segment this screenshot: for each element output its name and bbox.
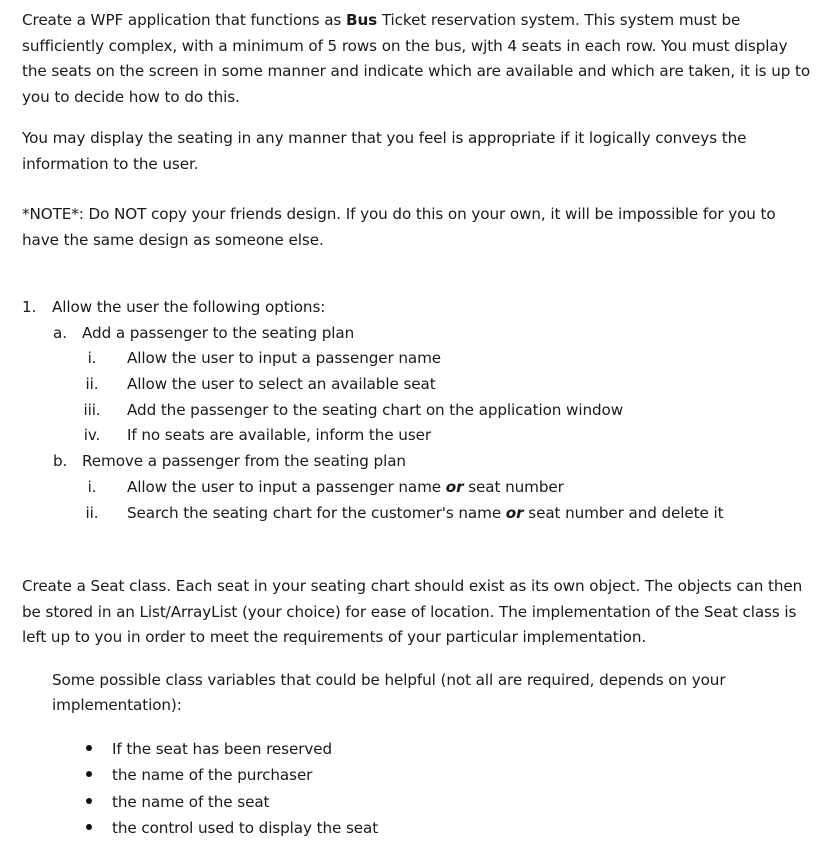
seat-class-paragraph: Create a Seat class. Each seat in your seating chart should exist as its own object. The objects can then be stored in an List/ArrayList (your choice) for ease of location. The implementation of the Seat class is left up to you in order to meet the requirements of your particular implementation. <box>22 577 803 647</box>
list-item-a-iii <box>22 398 812 424</box>
bullet-item <box>22 762 812 789</box>
bullet-text: the name of the seat <box>112 792 270 811</box>
list-item-label <box>127 475 564 501</box>
class-variables-paragraph: Some possible class variables that could be helpful (not all are required, depends on your implementation): <box>52 670 726 715</box>
list-item-label: Remove a passenger from the seating plan <box>82 452 406 471</box>
list-item-label: If no seats are available, inform the user <box>127 426 432 445</box>
emphasis-or: or <box>505 503 524 522</box>
bullet-item <box>22 736 812 763</box>
list-item-label: Allow the user to input a passenger name <box>127 349 442 368</box>
list-item-a <box>22 321 812 347</box>
bullet-text: If the seat has been reserved <box>112 739 333 758</box>
options-list <box>22 295 812 526</box>
emphasis-or: or <box>445 477 464 496</box>
text-pre: Allow the user to input a passenger name <box>127 477 446 496</box>
list-roman: i. <box>87 477 97 496</box>
intro-paragraph <box>22 8 812 110</box>
list-item-b <box>22 449 812 475</box>
list-item-label: Allow the user to select an available seat <box>127 375 436 394</box>
list-letter: a. <box>53 323 67 342</box>
display-paragraph: You may display the seating in any manner that you feel is appropriate if it logically conveys the information to the user. <box>22 129 747 173</box>
bullet-icon <box>86 745 92 751</box>
list-item-a-iv <box>22 423 812 449</box>
list-item-b-i <box>22 475 812 501</box>
bullet-icon <box>86 824 92 830</box>
assignment-document <box>22 8 812 842</box>
list-item-label: Add a passenger to the seating plan <box>82 323 355 342</box>
list-roman: i. <box>87 349 97 368</box>
list-roman: iv. <box>83 426 101 445</box>
list-letter: b. <box>53 452 68 471</box>
list-item-1 <box>22 295 812 321</box>
list-item-b-ii <box>22 501 812 527</box>
intro-bold-bus: Bus <box>345 11 378 29</box>
list-item-a-i <box>22 346 812 372</box>
list-item-label <box>127 501 723 527</box>
intro-text-end: Ticket reservation system. This system must be sufficiently complex, with a minimum of 5 rows on the bus, wjth 4 seats in each row. You must display the seats on the screen in some manner and indicate which are available and which are taken, it is up to you to decide how to do this. <box>22 11 811 106</box>
list-roman: ii. <box>85 375 99 394</box>
bullet-item <box>22 815 812 842</box>
text-post: seat number and delete it <box>523 503 724 522</box>
list-item-label: Add the passenger to the seating chart on the application window <box>127 400 624 419</box>
list-number: 1. <box>22 298 37 316</box>
intro-text-start: Create a WPF application that functions as <box>22 11 346 29</box>
list-roman: iii. <box>83 400 101 419</box>
text-post: seat number <box>463 477 564 496</box>
bullet-text: the control used to display the seat <box>112 819 379 838</box>
bullet-item <box>22 789 812 816</box>
list-roman: ii. <box>85 503 99 522</box>
bullet-text: the name of the purchaser <box>112 766 313 785</box>
list-item-a-ii <box>22 372 812 398</box>
bullet-icon <box>86 798 92 804</box>
bullet-icon <box>86 771 92 777</box>
note-paragraph: *NOTE*: Do NOT copy your friends design. If you do this on your own, it will be impossible for you to have the same design as someone else. <box>22 205 776 249</box>
list-item-label: Allow the user the following options: <box>52 298 326 316</box>
bullet-list <box>22 736 812 842</box>
text-pre: Search the seating chart for the customer's name <box>127 503 506 522</box>
